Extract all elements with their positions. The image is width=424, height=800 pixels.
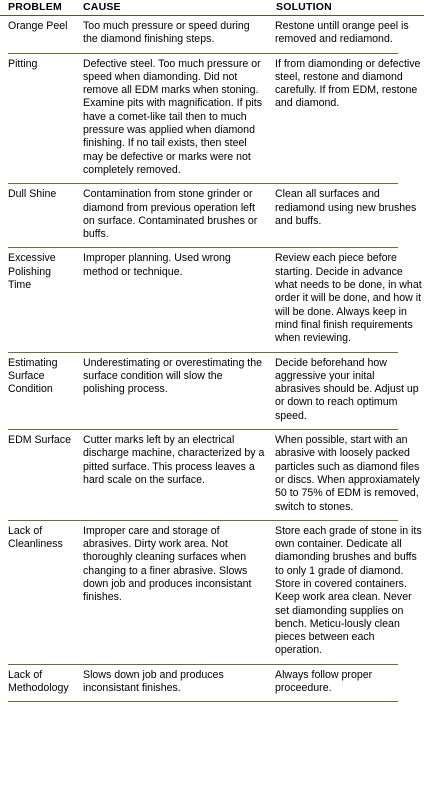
table-row	[0, 665, 424, 702]
solution-cell: Clean all surfaces and rediamond using new brushes and buffs.	[275, 188, 417, 227]
table-row	[0, 248, 424, 351]
problem-cell: Orange Peel	[8, 20, 68, 32]
problem-cell: Estimating Surface Condition	[8, 356, 58, 396]
table-row	[0, 16, 424, 53]
problem-cell: EDM Surface	[8, 434, 71, 447]
solution-cell: When possible, start with an abrasive with loosely packed particles such as diamond files or discs. When approxiamately 50 to 75% of EDM is removed, switch to stones.	[275, 434, 420, 513]
solution-cell: Store each grade of stone in its own container. Dedicate all diamonding brushes and buffs to only 1 grade of diamond. Store in covered containers. Keep work area clean. Never set diamonding supplies on bench. Meticu-lously clean pieces between each operation.	[275, 524, 422, 657]
solution-cell: If from diamonding or defective steel, restone and diamond carefully. If from EDM, restone and diamond.	[275, 57, 421, 110]
table-row	[0, 184, 424, 247]
cause-cell: Cutter marks left by an electrical discharge machine, characterized by a pitted surface. This process leaves a hard scale on the surface.	[83, 434, 265, 486]
header-cause: CAUSE	[74, 0, 271, 16]
problem-cell: Lack of Cleanliness	[8, 524, 63, 551]
table-row	[0, 430, 424, 520]
header-problem: PROBLEM	[0, 0, 74, 16]
cause-cell: Improper planning. Used wrong method or technique.	[83, 252, 231, 278]
table-header-row	[0, 0, 424, 16]
row-divider	[0, 701, 424, 702]
problem-cell: Excessive Polishing Time	[8, 252, 56, 292]
cause-cell: Improper care and storage of abrasives. Dirty work area. Not thoroughly cleaning surfaces when changing to a finer abrasive. Slows down job and produces inconsistant finishes.	[83, 524, 252, 604]
cause-cell: Defective steel. Too much pressure or speed when diamonding. Did not remove all EDM marks when stoning. Examine pits with magnification. If pits have a comet-like tail then to much pressure was applied when diamond finishing. If no tail exists, then steel may be defective or marks were not completely removed.	[83, 57, 262, 176]
table-row	[0, 521, 424, 664]
solution-cell: Decide beforehand how aggressive your inital abrasives should be. Adjust up or down to reach optimum speed.	[275, 356, 419, 422]
cause-cell: Slows down job and produces inconsistant finishes.	[83, 668, 224, 695]
cause-cell: Too much pressure or speed during the diamond finishing steps.	[83, 20, 250, 46]
solution-cell: Restone untill orange peel is removed and rediamond.	[275, 20, 409, 46]
table-body	[0, 16, 424, 703]
table-row	[0, 353, 424, 429]
problem-cell: Dull Shine	[8, 188, 57, 201]
cause-cell: Contamination from stone grinder or diamond from previous operation left on surface. Contaminated brushes or buffs.	[83, 188, 258, 241]
solution-cell: Always follow proper proceedure.	[275, 668, 373, 695]
problem-cell: Lack of Methodology	[8, 668, 69, 695]
header-solution: SOLUTION	[271, 0, 424, 16]
problem-cell: Pitting	[8, 57, 38, 70]
solution-cell: Review each piece before starting. Decide in advance what needs to be done, in what order it will be done, and how it will be done. Always keep in mind final finish requirements when reviewing.	[275, 252, 422, 345]
table-row	[0, 54, 424, 184]
cause-cell: Underestimating or overestimating the surface condition will slow the polishing process.	[83, 356, 263, 396]
